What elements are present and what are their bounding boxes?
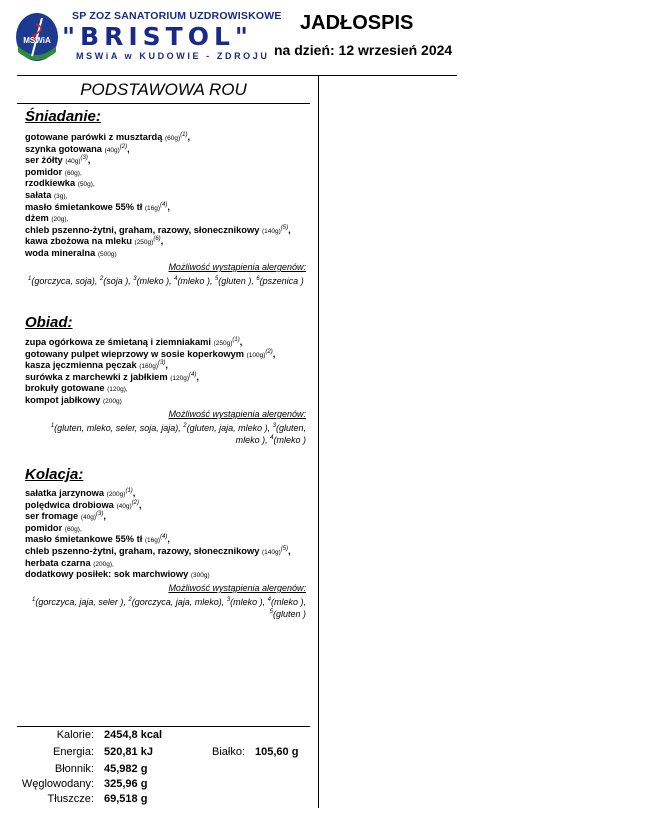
allergen-ref: (3) <box>80 155 88 162</box>
item-name: polędwica drobiowa <box>25 499 117 510</box>
allergen-number: 3 <box>133 276 137 282</box>
menu-item <box>25 349 275 361</box>
item-separator: , <box>272 348 276 359</box>
allergen-ref: (1) <box>180 132 188 138</box>
allergen-list: (gorczyca, soja), <box>31 276 100 286</box>
energy-label: Energia: <box>53 746 94 758</box>
item-separator: , <box>239 337 243 347</box>
item-separator: , <box>132 488 136 498</box>
protein-label: Białko: <box>212 746 246 758</box>
allergen-number: 2 <box>128 597 132 603</box>
allergen-list: (mleko ), <box>177 276 215 286</box>
item-separator: , <box>103 511 106 522</box>
meal-heading: Śniadanie: <box>25 108 101 125</box>
allergen-ref: (3) <box>158 360 166 367</box>
fiber-value: 45,982 g <box>104 763 148 775</box>
item-amount: (100g) <box>246 351 266 359</box>
allergen-ref: (6) <box>153 236 161 243</box>
allergen-list: (gorczyca, jaja, mleko), <box>131 597 227 607</box>
item-amount: (160g) <box>139 363 159 371</box>
item-name: pomidor <box>25 522 65 533</box>
item-name: ser fromage <box>25 511 81 522</box>
item-amount: (40g) <box>104 146 120 154</box>
menu-item <box>25 167 291 179</box>
allergen-header: Możliwość wystąpienia alergenów: <box>168 409 306 419</box>
item-name: kompot jabłkowy <box>25 394 104 405</box>
item-name: sałata <box>25 189 54 200</box>
allergen-number: 2 <box>99 276 104 282</box>
meal-items <box>25 132 291 260</box>
allergen-list: (pszenica ) <box>259 276 304 286</box>
carbs-label: Węglowodany: <box>21 778 94 790</box>
menu-item <box>25 546 291 558</box>
calories-label: Kalorie: <box>56 729 94 741</box>
menu-item <box>25 488 291 500</box>
menu-item <box>25 372 275 384</box>
allergen-list: (soja ), <box>103 276 134 286</box>
item-separator: , <box>187 132 191 142</box>
meal-heading: Obiad: <box>25 314 73 331</box>
calories-value: 2454,8 kcal <box>104 729 163 741</box>
carbs-value: 325,96 g <box>104 778 148 790</box>
menu-item <box>25 360 275 372</box>
allergen-ref: (1) <box>125 488 133 494</box>
item-separator: , <box>167 534 170 545</box>
allergen-list: (gorczyca, jaja, seler ), <box>35 597 129 607</box>
allergen-list: (gluten, <box>275 423 306 433</box>
protein-value: 105,60 g <box>255 746 299 758</box>
allergen-number: 4 <box>174 276 178 282</box>
sanatorium-emblem-logo <box>14 12 60 62</box>
allergen-number: 3 <box>272 423 276 429</box>
item-separator: , <box>196 371 199 382</box>
item-name: chleb pszenno-żytni, graham, razowy, słonecznikowy <box>25 545 262 556</box>
meal-heading: Kolacja: <box>25 466 84 483</box>
allergen-list: (mleko ) <box>273 435 306 445</box>
page-title: JADŁOSPIS <box>300 12 414 34</box>
allergen-number: 1 <box>32 597 36 603</box>
menu-item <box>25 383 275 395</box>
item-name: chleb pszenno-żytni, graham, razowy, słonecznikowy <box>25 224 262 235</box>
menu-item <box>25 155 291 167</box>
allergen-ref: (4) <box>160 534 168 541</box>
menu-item <box>25 523 291 535</box>
logo-name: "BRISTOL" <box>62 22 253 51</box>
item-amount: (16g) <box>144 204 161 212</box>
meal-items <box>25 488 291 581</box>
item-name: gotowany pulpet wieprzowy w sosie koperkowym <box>25 348 247 359</box>
allergen-number: 4 <box>267 597 271 603</box>
item-amount: (200g), <box>93 560 114 568</box>
menu-item <box>25 248 291 260</box>
diet-name: PODSTAWOWA ROU <box>80 80 247 99</box>
item-amount: (140g) <box>261 227 281 235</box>
allergen-ref: (1) <box>232 337 240 343</box>
item-name: dżem <box>25 213 52 224</box>
item-separator: , <box>138 499 142 510</box>
menu-item <box>25 558 291 570</box>
menu-item <box>25 213 291 225</box>
allergen-ref: (5) <box>280 224 289 231</box>
menu-item <box>25 132 291 144</box>
item-name: sałatka jarzynowa <box>25 488 107 498</box>
item-name: masło śmietankowe 55% tł <box>25 534 145 545</box>
item-amount: (250g) <box>134 239 154 247</box>
allergen-list: (gluten ) <box>272 609 306 619</box>
item-separator: , <box>288 224 291 235</box>
item-name: kawa zbożowa na mleku <box>25 236 135 247</box>
menu-item <box>25 202 291 214</box>
item-amount: (200g) <box>106 491 126 498</box>
menu-item <box>25 144 291 156</box>
item-amount: (20g), <box>51 216 69 224</box>
logo-subtitle-top: SP ZOZ SANATORIUM UZDROWISKOWE <box>72 10 282 22</box>
item-name: gotowane parówki z musztardą <box>25 132 165 142</box>
allergen-line <box>236 434 306 446</box>
menu-item <box>25 236 291 248</box>
meal-items <box>25 337 275 407</box>
item-amount: (250g) <box>213 340 233 347</box>
item-name: woda mineralna <box>25 247 98 258</box>
item-name: pomidor <box>25 166 65 177</box>
item-amount: (140g) <box>261 548 281 556</box>
item-name: szynka gotowana <box>25 143 105 154</box>
item-separator: , <box>127 143 130 154</box>
allergen-line <box>32 596 306 608</box>
allergen-ref: (5) <box>280 545 289 552</box>
allergen-line <box>270 608 306 620</box>
item-amount: (40g) <box>65 158 81 166</box>
menu-item <box>25 511 291 523</box>
allergen-list: (mleko ), <box>230 597 268 607</box>
menu-date: na dzień: 12 wrzesień 2024 <box>274 42 453 58</box>
item-separator: , <box>87 155 91 166</box>
item-amount: (120g) <box>170 374 189 382</box>
item-amount: (200g) <box>103 397 122 405</box>
energy-value: 520,81 kJ <box>104 746 153 758</box>
menu-item <box>25 569 291 581</box>
item-name: ser żółty <box>25 155 66 166</box>
menu-item <box>25 225 291 237</box>
allergen-number: 6 <box>256 276 260 282</box>
allergen-list: mleko ), <box>235 435 271 445</box>
svg-text:MSWiA: MSWiA <box>23 36 51 45</box>
allergen-number: 4 <box>270 435 274 441</box>
allergen-line <box>28 275 304 287</box>
nutrition-divider <box>17 726 310 727</box>
allergen-list: (gluten, mleko, seler, soja, jaja), <box>54 423 184 433</box>
allergen-number: 1 <box>28 276 32 282</box>
allergen-number: 2 <box>183 423 187 429</box>
allergen-list: (gluten, jaja, mleko ), <box>186 423 273 433</box>
item-amount: (60g) <box>165 135 181 142</box>
item-amount: (60g), <box>64 525 82 533</box>
item-amount: (50g), <box>77 181 95 189</box>
menu-item <box>25 500 291 512</box>
item-amount: (16g) <box>144 537 161 545</box>
allergen-ref: (4) <box>160 201 168 208</box>
allergen-number: 5 <box>269 609 273 615</box>
item-amount: (500g) <box>97 250 117 258</box>
item-name: zupa ogórkowa ze śmietaną i ziemniakami <box>25 337 214 347</box>
item-separator: , <box>165 360 168 371</box>
allergen-list: (mleko ), <box>136 276 175 286</box>
allergen-ref: (4) <box>189 371 197 378</box>
allergen-line <box>51 422 306 434</box>
menu-item <box>25 534 291 546</box>
fat-label: Tłuszcze: <box>47 793 94 805</box>
item-amount: (3g), <box>53 192 68 200</box>
header-divider <box>17 75 457 76</box>
allergen-header: Możliwość wystąpienia alergenów: <box>168 262 306 272</box>
logo-subtitle-bottom: MSWiA w KUDOWIE - ZDROJU <box>76 51 270 61</box>
item-separator: , <box>167 201 170 212</box>
allergen-ref: (2) <box>119 143 128 150</box>
allergen-list: (mleko ), <box>270 597 306 607</box>
item-name: brokuły gotowane <box>25 383 108 394</box>
allergen-list: (gluten ), <box>218 276 257 286</box>
allergen-ref: (2) <box>131 499 139 506</box>
allergen-number: 1 <box>50 423 55 429</box>
item-separator: , <box>160 236 164 247</box>
column-divider <box>318 75 319 808</box>
fiber-label: Błonnik: <box>54 763 94 775</box>
item-amount: (120g), <box>107 386 128 394</box>
fat-value: 69,518 g <box>104 793 148 805</box>
allergen-number: 5 <box>214 276 219 282</box>
menu-item <box>25 190 291 202</box>
menu-item <box>25 337 275 349</box>
item-amount: (40g) <box>80 514 96 522</box>
item-name: surówka z marchewki z jabłkiem <box>25 371 171 382</box>
item-name: rzodkiewka <box>25 178 78 189</box>
menu-item <box>25 395 275 407</box>
menu-item <box>25 178 291 190</box>
item-name: dodatkowy posiłek: sok marchwiowy <box>25 569 191 580</box>
item-amount: (60g), <box>64 169 82 177</box>
item-amount: (40g) <box>116 502 132 510</box>
allergen-ref: (3) <box>96 511 104 518</box>
allergen-number: 3 <box>226 597 231 603</box>
item-separator: , <box>288 545 291 556</box>
item-name: kasza jęczmienna pęczak <box>25 360 140 371</box>
allergen-header: Możliwość wystąpienia alergenów: <box>168 583 306 593</box>
allergen-ref: (2) <box>265 348 273 355</box>
item-name: masło śmietankowe 55% tł <box>25 201 145 212</box>
item-amount: (300g) <box>190 572 210 580</box>
item-name: herbata czarna <box>25 557 94 568</box>
diet-divider <box>17 103 310 104</box>
